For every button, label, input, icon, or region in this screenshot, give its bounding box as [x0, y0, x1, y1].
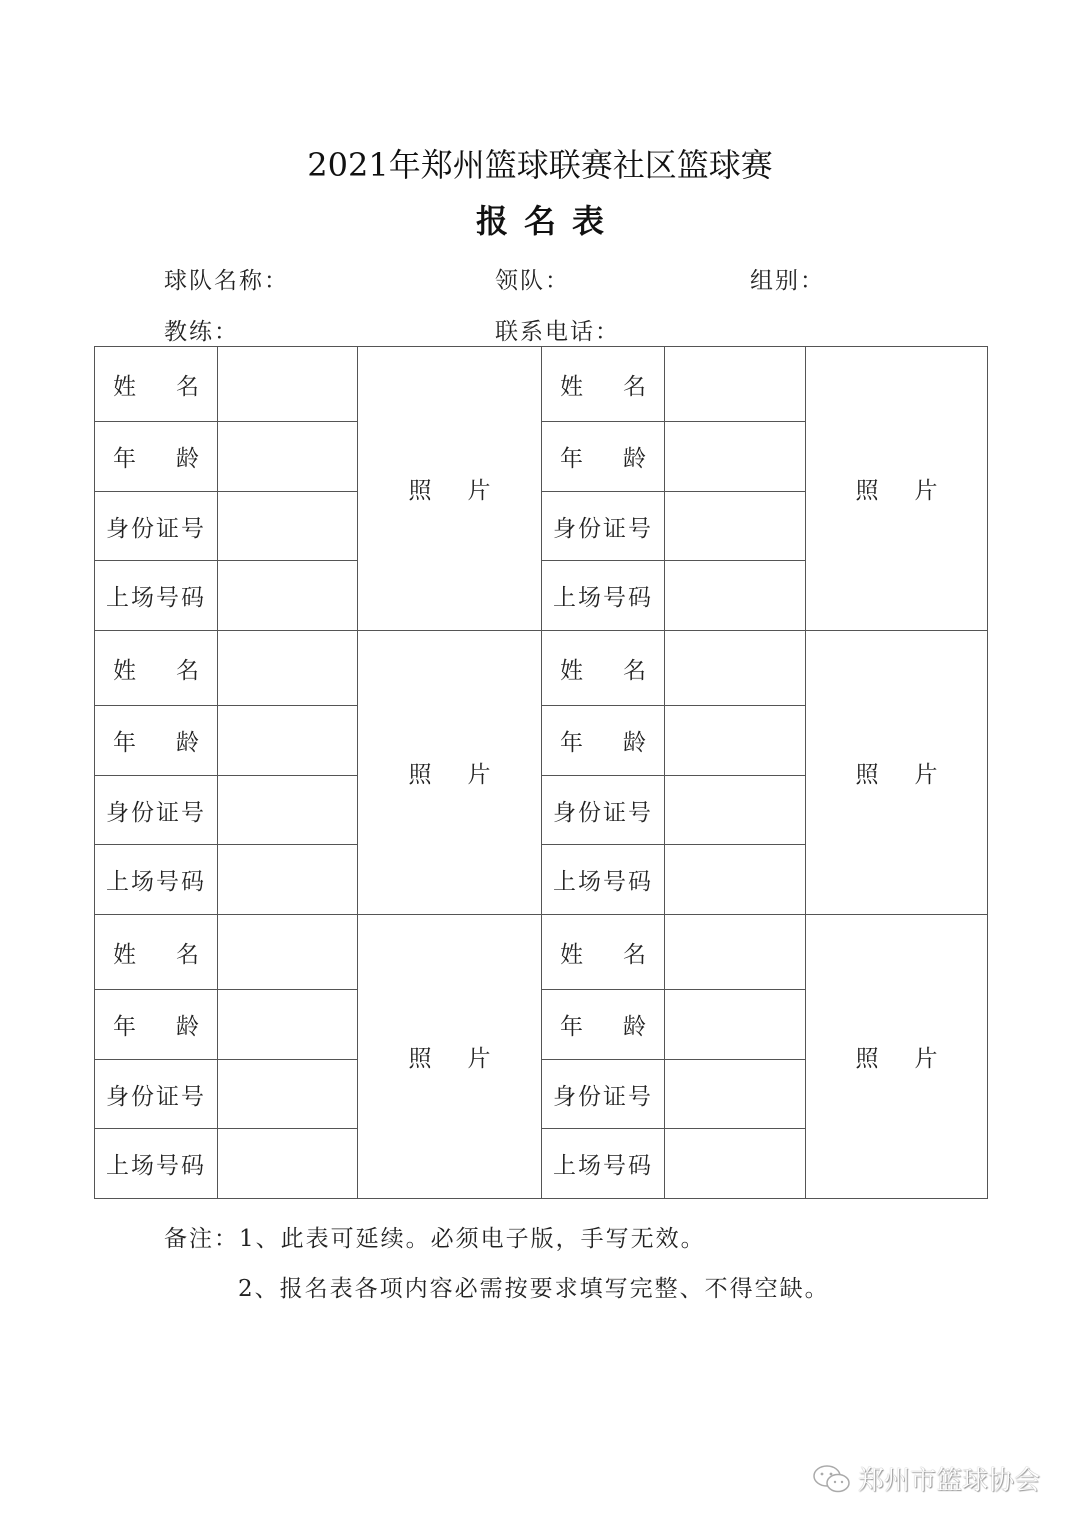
- label-text: 身份证号: [553, 1083, 653, 1110]
- wechat-icon: [812, 1464, 852, 1494]
- team-name-label: 球队名称：: [164, 268, 289, 294]
- photo-label: 照: [408, 1046, 432, 1072]
- label-char: 年: [113, 1014, 136, 1040]
- entry-field[interactable]: [218, 776, 358, 845]
- label-char: 姓: [113, 373, 136, 400]
- table-row: [95, 347, 988, 422]
- jersey-number-label: [95, 845, 218, 915]
- entry-field[interactable]: [218, 492, 358, 561]
- photo-label: 片: [914, 762, 938, 788]
- photo-label: 照: [855, 1046, 879, 1072]
- label-char: 龄: [176, 730, 199, 756]
- entry-field[interactable]: [218, 845, 358, 915]
- label-text: 身份证号: [553, 799, 653, 826]
- photo-label: 片: [467, 1046, 491, 1072]
- note-line-1: 备注：1、此表可延续。必须电子版，手写无效。: [164, 1226, 706, 1252]
- entry-field[interactable]: [665, 990, 806, 1060]
- entry-field[interactable]: [218, 422, 358, 492]
- photo-box[interactable]: [358, 631, 542, 915]
- label-text: 上场号码: [106, 1153, 206, 1179]
- phone-label: 联系电话：: [495, 319, 620, 345]
- photo-box[interactable]: [358, 347, 542, 631]
- jersey-number-label: [542, 561, 665, 631]
- age-label: [542, 990, 665, 1060]
- entry-field[interactable]: [218, 631, 358, 706]
- label-char: 龄: [176, 1014, 199, 1040]
- photo-label: 照: [855, 478, 879, 504]
- label-char: 名: [176, 941, 199, 968]
- jersey-number-label: [95, 1129, 218, 1199]
- leader-label: 领队：: [495, 268, 570, 294]
- group-label: 组别：: [750, 268, 825, 294]
- name-label: [95, 915, 218, 990]
- id-number-label: [95, 1060, 218, 1129]
- jersey-number-label: [542, 1129, 665, 1199]
- entry-field[interactable]: [665, 776, 806, 845]
- name-label: [542, 347, 665, 422]
- document-subtitle: 报名表: [475, 202, 620, 240]
- watermark-text: 郑州市篮球协会: [858, 1466, 1041, 1496]
- note-line-2: 2、报名表各项内容必需按要求填写完整、不得空缺。: [238, 1276, 830, 1302]
- id-number-label: [95, 776, 218, 845]
- label-char: 龄: [623, 1014, 646, 1040]
- photo-label: 照: [408, 762, 432, 788]
- jersey-number-label: [95, 561, 218, 631]
- label-text: 身份证号: [106, 799, 206, 826]
- photo-label: 片: [467, 762, 491, 788]
- age-label: [95, 422, 218, 492]
- label-char: 年: [560, 1014, 583, 1040]
- jersey-number-label: [542, 845, 665, 915]
- label-char: 名: [623, 657, 646, 684]
- watermark: [812, 1460, 1040, 1497]
- age-label: [542, 422, 665, 492]
- photo-label: 片: [914, 478, 938, 504]
- id-number-label: [95, 492, 218, 561]
- label-text: 身份证号: [106, 1083, 206, 1110]
- photo-label: 片: [914, 1046, 938, 1072]
- entry-field[interactable]: [665, 706, 806, 776]
- id-number-label: [542, 492, 665, 561]
- photo-box[interactable]: [806, 915, 988, 1199]
- label-char: 名: [176, 657, 199, 684]
- entry-field[interactable]: [665, 422, 806, 492]
- label-char: 姓: [113, 941, 136, 968]
- entry-field[interactable]: [218, 1060, 358, 1129]
- label-char: 姓: [560, 657, 583, 684]
- age-label: [542, 706, 665, 776]
- label-char: 年: [560, 730, 583, 756]
- photo-box[interactable]: [358, 915, 542, 1199]
- name-label: [95, 631, 218, 706]
- entry-field[interactable]: [665, 845, 806, 915]
- label-char: 龄: [176, 446, 199, 472]
- label-text: 上场号码: [106, 585, 206, 611]
- label-text: 身份证号: [106, 515, 206, 542]
- age-label: [95, 706, 218, 776]
- photo-box[interactable]: [806, 631, 988, 915]
- entry-field[interactable]: [218, 561, 358, 631]
- label-char: 年: [560, 446, 583, 472]
- name-label: [95, 347, 218, 422]
- entry-field[interactable]: [218, 990, 358, 1060]
- entry-field[interactable]: [665, 492, 806, 561]
- label-text: 上场号码: [553, 869, 653, 895]
- label-char: 名: [176, 373, 199, 400]
- name-label: [542, 631, 665, 706]
- name-label: [542, 915, 665, 990]
- label-char: 龄: [623, 446, 646, 472]
- entry-field[interactable]: [218, 347, 358, 422]
- label-char: 名: [623, 941, 646, 968]
- entry-field[interactable]: [665, 347, 806, 422]
- entry-field[interactable]: [218, 706, 358, 776]
- age-label: [95, 990, 218, 1060]
- table-row: [95, 915, 988, 990]
- label-char: 名: [623, 373, 646, 400]
- entry-field[interactable]: [665, 1129, 806, 1199]
- entry-field[interactable]: [665, 915, 806, 990]
- coach-label: 教练：: [164, 319, 239, 345]
- label-text: 上场号码: [553, 1153, 653, 1179]
- entry-field[interactable]: [665, 631, 806, 706]
- table-row: [95, 631, 988, 706]
- entry-field[interactable]: [665, 1060, 806, 1129]
- label-text: 上场号码: [553, 585, 653, 611]
- label-char: 龄: [623, 730, 646, 756]
- label-char: 姓: [560, 373, 583, 400]
- label-text: 身份证号: [553, 515, 653, 542]
- entry-field[interactable]: [218, 915, 358, 990]
- document-title: 2021年郑州篮球联赛社区篮球赛: [307, 146, 773, 184]
- entry-field[interactable]: [665, 561, 806, 631]
- label-char: 姓: [113, 657, 136, 684]
- label-text: 上场号码: [106, 869, 206, 895]
- photo-label: 照: [855, 762, 879, 788]
- label-char: 年: [113, 730, 136, 756]
- id-number-label: [542, 1060, 665, 1129]
- photo-label: 照: [408, 478, 432, 504]
- photo-box[interactable]: [806, 347, 988, 631]
- entry-field[interactable]: [218, 1129, 358, 1199]
- label-char: 姓: [560, 941, 583, 968]
- label-char: 年: [113, 446, 136, 472]
- id-number-label: [542, 776, 665, 845]
- registration-table: [94, 346, 988, 1199]
- photo-label: 片: [467, 478, 491, 504]
